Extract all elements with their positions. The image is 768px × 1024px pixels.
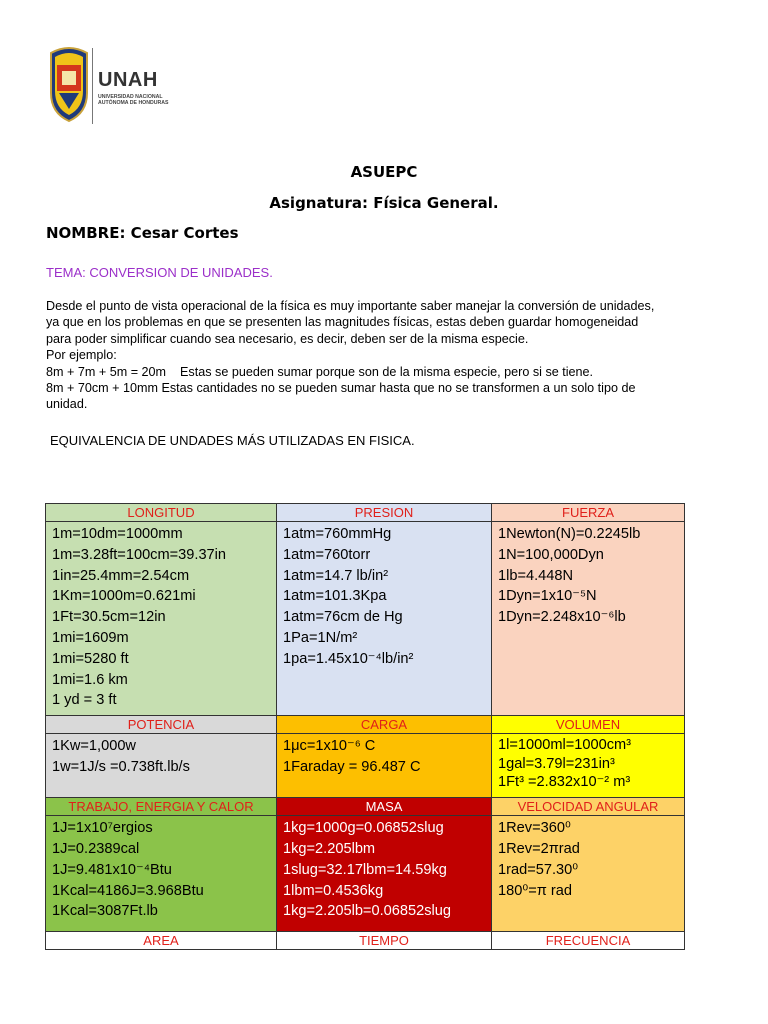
table-row [46,734,685,798]
conversion-line: 1pa=1.45x10⁻⁴lb/in² [283,650,414,667]
conversion-line: 1lbm=0.4536kg [283,882,384,899]
conversion-line: 1Dyn=1x10⁻⁵N [498,588,597,605]
cell-carga [277,734,492,798]
paragraph-line: ya que en los problemas en que se presenten las magnitudes físicas, estas deben guardar homogeneidad [46,315,639,330]
header-longitud: LONGITUD [46,504,277,522]
cell-masa [277,816,492,932]
paragraph-line: unidad. [46,397,88,412]
conversion-line: 1J=0.2389cal [52,840,140,857]
student-name: NOMBRE: Cesar Cortes [46,224,239,242]
paragraph-line: 8m + 7m + 5m = 20m Estas se pueden sumar porque son de la misma especie, pero si se tiene. [46,364,594,379]
header-presion: PRESION [277,504,492,522]
cell-longitud [46,522,277,716]
conversion-line: 1 yd = 3 ft [52,692,117,709]
cell-volumen [492,734,685,798]
conversion-line: 1w=1J/s =0.738ft.lb/s [52,758,190,775]
conversion-line: 1Faraday = 96.487 C [283,758,421,775]
unah-shield-icon [47,45,91,123]
conversion-line: 1m=10dm=1000mm [52,526,183,542]
paragraph-line: Desde el punto de vista operacional de la física es muy importante saber manejar la conversión de unidades, [46,299,655,313]
cell-potencia [46,734,277,798]
conversion-line: 1J=1x10⁷ergios [52,820,153,837]
conversion-line: 1kg=1000g=0.06852slug [283,820,444,837]
table-row [46,816,685,932]
conversion-line: 1Kcal=3087Ft.lb [52,903,158,920]
header-fuerza: FUERZA [492,504,685,522]
conversion-line: 1μc=1x10⁻⁶ C [283,738,376,755]
conversion-line: 1Km=1000m=0.621mi [52,588,196,605]
conversion-line: 1Rev=2πrad [498,840,580,857]
intro-paragraph [46,298,736,413]
document-title: ASUEPC [350,163,418,181]
table-header-row [46,932,685,950]
conversion-line: 1atm=760mmHg [283,526,392,542]
conversion-line: 1slug=32.17lbm=14.59kg [283,861,447,878]
conversion-line: 1Kw=1,000w [52,738,136,755]
conversion-line: 1N=100,000Dyn [498,546,604,563]
conversion-line: 1Ft³ =2.832x10⁻² m³ [498,774,631,791]
header-carga: CARGA [277,716,492,734]
logo-divider [92,48,93,124]
conversion-line: 1lb=4.448N [498,567,574,584]
header-trabajo: TRABAJO, ENERGIA Y CALOR [46,798,277,816]
cell-presion [277,522,492,716]
units-table [45,503,685,950]
table-row [46,522,685,716]
conversion-line: 1atm=76cm de Hg [283,609,403,626]
logo-subtitle: UNIVERSIDAD NACIONAL AUTÓNOMA DE HONDURAS [98,94,169,106]
conversion-line: 1mi=1609m [52,629,129,646]
conversion-line: 1J=9.481x10⁻⁴Btu [52,861,172,878]
conversion-line: 1Ft=30.5cm=12in [52,609,166,626]
header-velocidad: VELOCIDAD ANGULAR [492,798,685,816]
conversion-line: 1atm=760torr [283,546,371,563]
subject-title: Asignatura: Física General. [269,194,499,212]
conversion-line: 1Pa=1N/m² [283,629,358,646]
header-tiempo: TIEMPO [277,932,492,950]
conversion-line: 180⁰=π rad [498,882,572,899]
conversion-line: 1Rev=360⁰ [498,820,571,837]
conversion-line: 1mi=5280 ft [52,650,129,667]
paragraph-line: para poder simplificar cuando sea necesario, es decir, deben ser de la misma especie. [46,331,529,346]
header-volumen: VOLUMEN [492,716,685,734]
conversion-line: 1rad=57.30⁰ [498,861,579,878]
header-potencia: POTENCIA [46,716,277,734]
header-frecuencia: FRECUENCIA [492,932,685,950]
topic-heading: TEMA: CONVERSION DE UNIDADES. [46,265,273,280]
paragraph-line: 8m + 70cm + 10mm Estas cantidades no se pueden sumar hasta que no se transformen a un solo tipo de [46,381,636,396]
conversion-line: 1m=3.28ft=100cm=39.37in [52,546,227,563]
header-area: AREA [46,932,277,950]
cell-fuerza [492,522,685,716]
conversion-line: 1Dyn=2.248x10⁻⁶lb [498,609,626,626]
table-header-row [46,716,685,734]
header-masa: MASA [277,798,492,816]
conversion-line: 1mi=1.6 km [52,671,128,688]
cell-trabajo [46,816,277,932]
conversion-line: 1Newton(N)=0.2245lb [498,526,641,542]
conversion-line: 1gal=3.79l=231in³ [498,755,615,772]
table-header-row [46,798,685,816]
conversion-line: 1l=1000ml=1000cm³ [498,737,632,754]
conversion-line: 1in=25.4mm=2.54cm [52,567,190,584]
logo-text: UNAH [98,69,158,91]
table-header-row [46,504,685,522]
conversion-line: 1Kcal=4186J=3.968Btu [52,882,204,899]
conversion-line: 1kg=2.205lb=0.06852slug [283,903,451,920]
paragraph-line: Por ejemplo: [46,348,117,363]
cell-velocidad [492,816,685,932]
conversion-line: 1atm=14.7 lb/in² [283,567,389,584]
conversion-line: 1atm=101.3Kpa [283,588,387,605]
equivalence-heading: EQUIVALENCIA DE UNDADES MÁS UTILIZADAS EN FISICA. [50,433,415,448]
conversion-line: 1kg=2.205lbm [283,840,376,857]
